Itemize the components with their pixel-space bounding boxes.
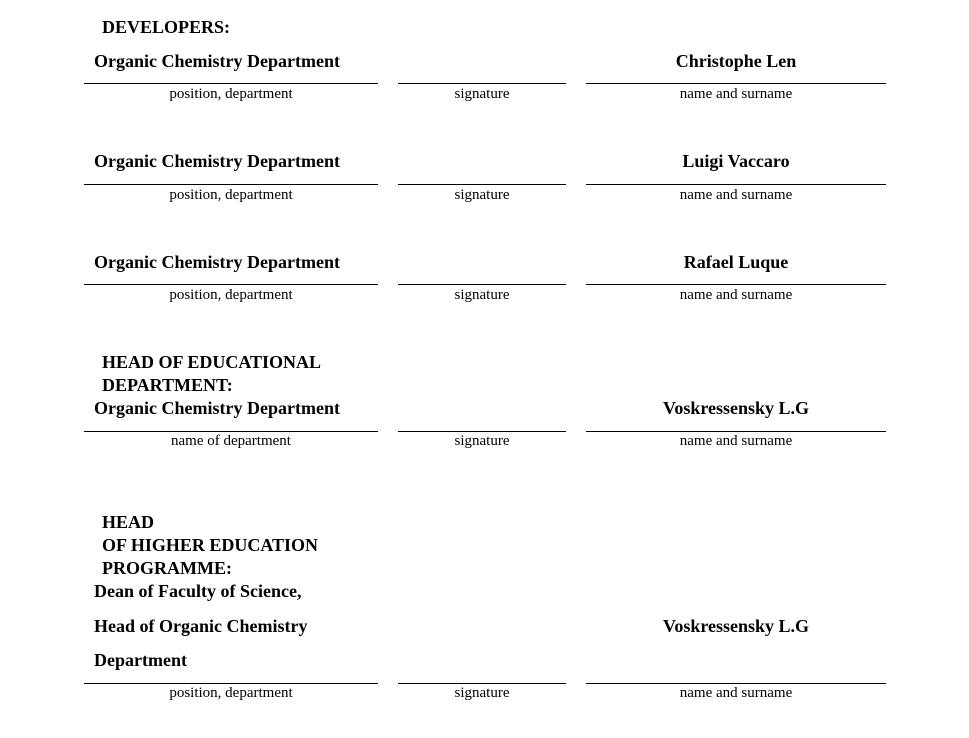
head-prog-name-line [586, 683, 886, 684]
head-prog-heading-line1: HEAD [102, 512, 155, 532]
head-edu-position-line [84, 431, 378, 432]
head-prog-heading-line3: PROGRAMME: [102, 558, 232, 578]
head-prog-signature-line [398, 683, 566, 684]
head-edu-name: Voskressensky L.G [662, 398, 810, 418]
head-edu-name-caption: name and surname [679, 433, 793, 449]
developer-1-name-caption: name and surname [679, 86, 793, 102]
head-prog-position-caption: position, department [169, 685, 293, 701]
head-edu-heading-line1: HEAD OF EDUCATIONAL [102, 352, 322, 372]
head-prog-position-line2: Head of Organic Chemistry [94, 616, 308, 636]
developer-3-department: Organic Chemistry Department [94, 252, 340, 272]
head-edu-signature-line [398, 431, 566, 432]
head-prog-position-line [84, 683, 378, 684]
developer-2-name-line [586, 184, 886, 185]
developer-3-name-caption: name and surname [679, 287, 793, 303]
head-prog-heading-line2: OF HIGHER EDUCATION [102, 535, 319, 555]
developer-1-position-caption: position, department [169, 86, 293, 102]
developer-3-signature-caption: signature [454, 287, 510, 303]
head-edu-department: Organic Chemistry Department [94, 398, 340, 418]
head-prog-signature-caption: signature [454, 685, 510, 701]
developer-1-department: Organic Chemistry Department [94, 51, 340, 71]
head-prog-name: Voskressensky L.G [662, 616, 810, 636]
head-edu-signature-caption: signature [454, 433, 510, 449]
developer-2-name-caption: name and surname [679, 187, 793, 203]
developer-2-position-caption: position, department [169, 187, 293, 203]
developer-3-name-line [586, 284, 886, 285]
developer-1-name: Christophe Len [675, 51, 797, 71]
developers-heading: DEVELOPERS: [102, 17, 231, 37]
developer-2-signature-caption: signature [454, 187, 510, 203]
head-prog-position-line1: Dean of Faculty of Science, [94, 581, 302, 601]
developer-3-name: Rafael Luque [683, 252, 789, 272]
developer-1-signature-line [398, 83, 566, 84]
developer-3-signature-line [398, 284, 566, 285]
head-prog-name-caption: name and surname [679, 685, 793, 701]
developer-2-department: Organic Chemistry Department [94, 151, 340, 171]
head-edu-position-caption: name of department [171, 433, 291, 449]
head-edu-heading-line2: DEPARTMENT: [102, 375, 233, 395]
developer-2-signature-line [398, 184, 566, 185]
head-edu-name-line [586, 431, 886, 432]
developer-3-position-line [84, 284, 378, 285]
developer-1-position-line [84, 83, 378, 84]
developer-3-position-caption: position, department [169, 287, 293, 303]
developer-2-position-line [84, 184, 378, 185]
developer-2-name: Luigi Vaccaro [682, 151, 790, 171]
developer-1-name-line [586, 83, 886, 84]
head-prog-position-line3: Department [94, 650, 187, 670]
developer-1-signature-caption: signature [454, 86, 510, 102]
